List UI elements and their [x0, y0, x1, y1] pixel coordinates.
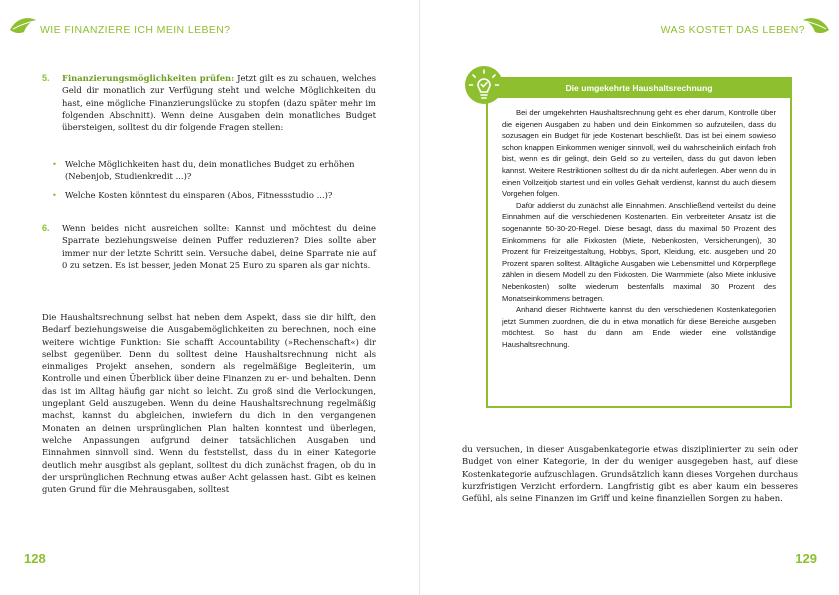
- running-head: WAS KOSTET DAS LEBEN?: [660, 24, 805, 36]
- info-box: [486, 77, 792, 408]
- page-number: 128: [24, 551, 46, 566]
- bullet-item: [52, 189, 372, 201]
- bullet-icon: •: [52, 189, 57, 200]
- list-number: 6.: [42, 223, 50, 233]
- info-box-paragraph: Anhand dieser Richtwerte kannst du den verschiedenen Kostenkategorien jetzt Summen zuordnen, die du in etwa monatlich für diese Bereiche ausgeben möchtest. So hast du dann am Ende wieder eine vollständige Haushaltsrechnung.: [502, 305, 776, 349]
- list-item-body: Jetzt gilt es zu schauen, welches Geld dir monatlich zur Verfügung steht und welche Möglichkeiten du hast, eine mögliche Finanzierungslücke zu stopfen (dazu später mehr im folgenden Abschnitt). Wenn deine Ausgaben dein monatliches Budget übersteigen, solltest du dir folgende Fragen stellen:: [62, 73, 377, 133]
- running-head: WIE FINANZIERE ICH MEIN LEBEN?: [40, 24, 231, 36]
- lightbulb-icon: [464, 65, 504, 105]
- list-item-5: [42, 72, 376, 133]
- body-paragraph: [462, 443, 798, 504]
- left-page: [0, 0, 419, 595]
- list-text: Wenn beides nicht ausreichen sollte: Kannst und möchtest du deine Sparrate beziehungsweise deinen Puffer reduzieren? Dies sollte aber immer nur der letzte Schritt sein. Versuche dabei, deine Sparrate nie auf 0 zu setzen. Es ist besser, jeden Monat 25 Euro zu sparen als gar nichts.: [62, 223, 376, 270]
- body-paragraph: [42, 311, 376, 495]
- bullet-icon: •: [52, 159, 57, 169]
- bullet-text: Welche Kosten könntest du einsparen (Abos, Fitnessstudio ...)?: [65, 189, 333, 200]
- leaf-icon: [8, 14, 38, 36]
- list-item-6: [42, 222, 376, 271]
- list-text: [62, 72, 376, 133]
- bullet-text: Welche Möglichkeiten hast du, dein monatliches Budget zu erhöhen (Nebenjob, Studienkredit ...)?: [65, 159, 355, 182]
- info-box-paragraph: Dafür addierst du zunächst alle Einnahmen. Anschließend verteilst du deine Einnahmen auf die verschiedenen Kostenarten. Ein verbreiteter Ansatz ist die sogenannte 50-30-20-Regel. Diese besagt, dass du maximal 50 Prozent des Einkommens für alle Fixkosten (Miete, Nebenkosten, Versicherungen), 30 Prozent für Freizeitgestaltung, Hobbys, Sport, Kleidung, etc. ausgeben und 20 Prozent sparen solltest. Alltägliche Ausgaben wie Lebensmittel und Körperpflege zählen in diesem Modell zu den Fixkosten. Die Warmmiete (also Miete inklusive Nebenkosten) sollte wiederum bestenfalls maximal 30 Prozent des Monatseinkommens betragen.: [502, 200, 776, 303]
- leaf-icon: [801, 14, 831, 36]
- right-page: [420, 0, 839, 595]
- bullet-item: [52, 158, 372, 183]
- list-number: 5.: [42, 73, 50, 83]
- info-box-paragraph: Bei der umgekehrten Haushaltsrechnung geht es eher darum, Kontrolle über die eigenen Ausgaben zu haben und dein Einkommen so aufzuteilen, dass du sozusagen ein Budget für jede Kostenart beschließt. Das ist bei einem sowieso schon knappen Einkommen weniger sinnvoll, weil du wahrscheinlich einfach froh bist, wenn es dir gelingt, dein Geld so zu verteilen, dass du gut davon leben kannst. Weitere Restriktionen solltest du dir da nicht auferlegen. Aber wenn du in einen Vollzeitjob startest und ein volles Gehalt verdienst, kannst du auch diesem Vorgehen folgen.: [502, 108, 776, 199]
- info-box-body: [502, 107, 776, 350]
- paragraph-text: Die Haushaltsrechnung selbst hat neben dem Aspekt, dass sie dir hilft, den Bedarf beziehungsweise die Ausgabemöglichkeiten zu berechnen, noch eine weitere wichtige Funktion: Sie schafft Accountability (»Rechenschaft«) dir selbst gegenüber. Denn du solltest deine Haushaltsrechnung nicht als einmaliges Projekt ansehen, sondern als regelmäßige Begleiterin, um Kontrolle und einen Überblick über deine Finanzen zu er- und behalten. Denn das ist im Alltag häufig gar nicht so leicht. Zu groß sind die Verlockungen, ungeplant Geld auszugeben. Wenn du deine Haushaltsrechnung regelmäßig machst, kannst du abgleichen, inwiefern du dich in den vergangenen Monaten an deinen ursprünglichen Plan halten konntest und überlegen, welche Anpassungen aufgrund deiner tatsächlichen Ausgaben und Einnahmen sinnvoll sind. Wenn du feststellst, dass du in einer Kategorie deutlich mehr ausgibst als geplant, solltest du dich zunächst fragen, ob du in der ursprünglichen Rechnung etwas außer Acht gelassen hast. Gibt es keinen guten Grund für die Mehrausgaben, solltest: [42, 312, 376, 495]
- info-box-title: Die umgekehrte Haushaltsrechnung: [488, 79, 790, 98]
- highlight-term: Finanzierungsmöglichkeiten prüfen:: [62, 73, 235, 83]
- bullet-list: [52, 158, 372, 207]
- page-number: 129: [795, 551, 817, 566]
- paragraph-text: du versuchen, in dieser Ausgabenkategorie etwas disziplinierter zu sein oder Budget von einer Kategorie, in der du weniger ausgegeben hast, auf diese Kostenkategorie aufzuschlagen. Grundsätzlich kann dieses Vorgehen durchaus kurzfristigen Verzicht erfordern. Langfristig gibt es aber kaum ein besseres Gefühl, als seine Finanzen im Griff und keine finanziellen Sorgen zu haben.: [462, 444, 798, 504]
